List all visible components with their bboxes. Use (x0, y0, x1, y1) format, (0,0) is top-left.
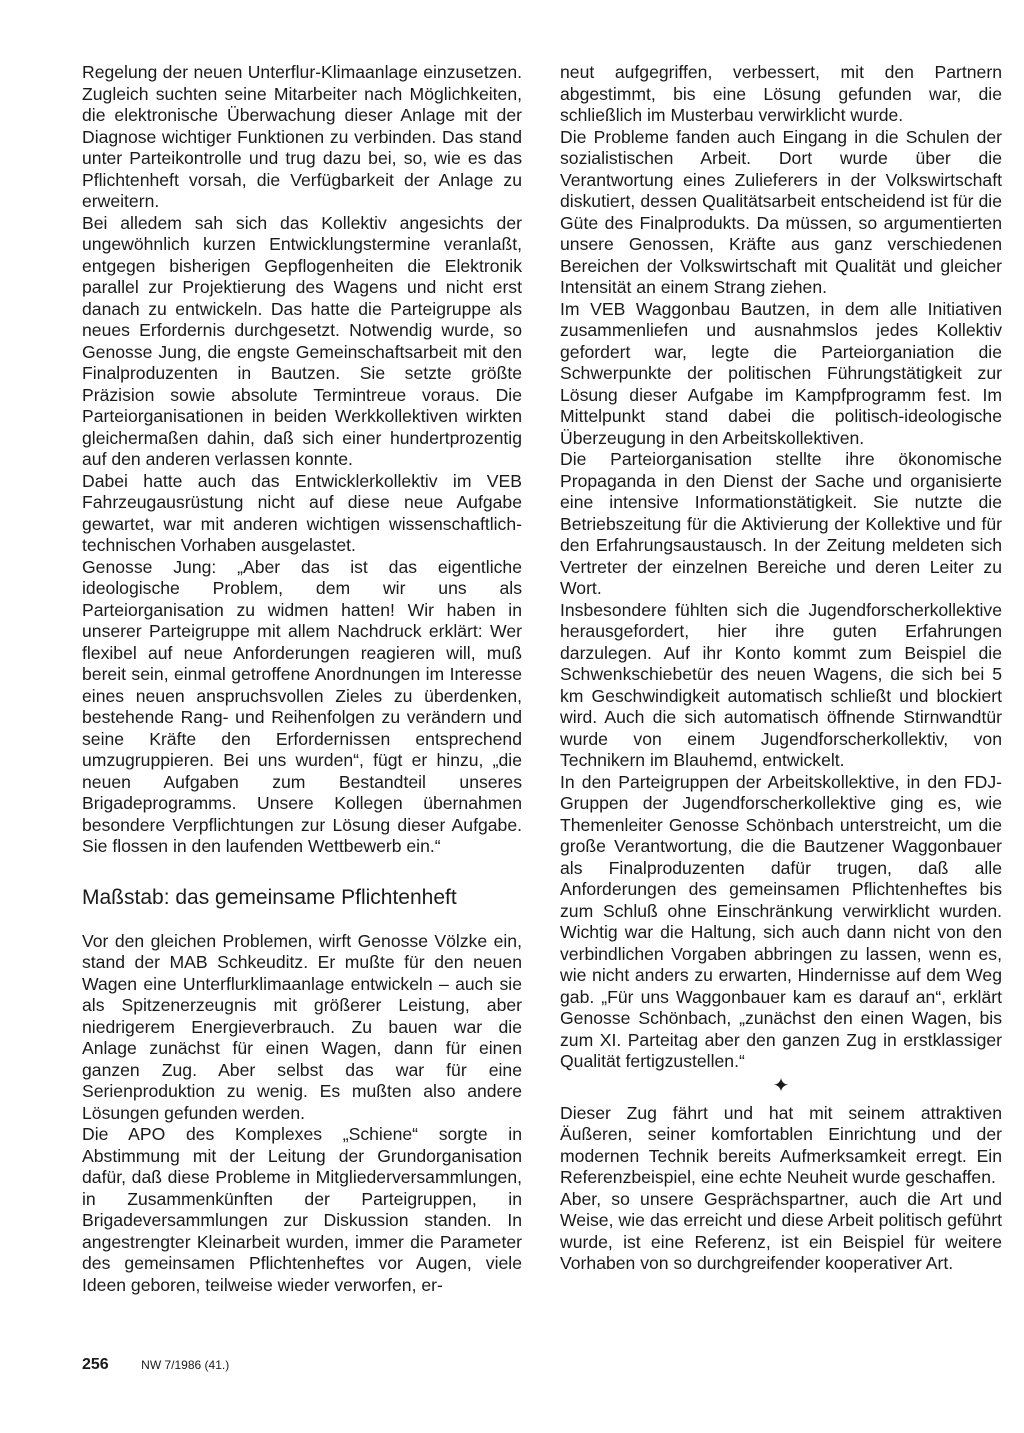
paragraph: Die Parteiorganisation stellte ihre ökonomische Propaganda in den Dienst der Sache und organisierte eine intensive Informationstätigkeit. Sie nutzte die Betriebszeitung für die Aktivierung der Kollektive und für den Erfahrungsaustausch. In der Zeitung meldeten sich Vertreter der einzelnen Bereiche und deren Leiter zu Wort. (560, 449, 1002, 598)
paragraph: Vor den gleichen Problemen, wirft Genosse Völzke ein, stand der MAB Schkeuditz. Er mußte für den neuen Wagen eine Unterflurklimaanlage entwickeln – auch sie als Spitzenerzeugnis mit größerer Leistung, aber niedrigerem Energieverbrauch. Zu bauen war die Anlage zunächst für einen Wagen, dann für einen ganzen Zug. Aber selbst das war für eine Serienproduktion zu wenig. Es mußten also andere Lösungen gefunden werden. (82, 930, 522, 1123)
paragraph: Die APO des Komplexes „Schiene“ sorgte in Abstimmung mit der Leitung der Grundorganisation dafür, daß diese Probleme in Mitgliederversammlungen, in Zusammenkünften der Parteigruppen, in Brigadeversammlungen zur Diskussion standen. In angestrengter Kleinarbeit wurden, immer die Parameter des gemeinsamen Pflichtenheftes vor Augen, viele Ideen geboren, teilweise wieder verworfen, er- (82, 1124, 522, 1295)
paragraph: Bei alledem sah sich das Kollektiv angesichts der ungewöhnlich kurzen Entwicklungstermine veranlaßt, entgegen bisherigen Gepflogenheiten die Elektronik parallel zur Projektierung des Wagens und nicht erst danach zu entwickeln. Das hatte die Parteigruppe als neues Erfordernis durchgesetzt. Notwendig wurde, so Genosse Jung, die engste Gemeinschaftsarbeit mit den Finalproduzenten in Bautzen. Sie setzte größte Präzision sowie absolute Termintreue voraus. Die Parteiorganisationen in beiden Werkkollektiven wirkten gleichermaßen dahin, daß sich einer hundertprozentig auf den anderen verlassen konnte. (82, 212, 522, 469)
page-footer (82, 1355, 229, 1375)
issue-reference: NW 7/1986 (41.) (141, 1358, 230, 1372)
paragraph: Genosse Jung: „Aber das ist das eigentliche ideologische Problem, dem wir uns als Parteiorganisation zu widmen hatten! Wir haben in unserer Parteigruppe mit allem Nachdruck erklärt: Wer flexibel auf neue Anforderungen reagieren will, muß bereit sein, einmal getroffene Anordnungen im Interesse eines neuen anspruchsvollen Zieles zu überdenken, bestehende Rang- und Reihenfolgen zu verändern und seine Kräfte den Erfordernissen entsprechend umzugruppieren. Bei uns wurden“, fügt er hinzu, „die neuen Aufgaben zum Bestandteil unseres Brigadeprogramms. Unsere Kollegen übernahmen besondere Verpflichtungen zur Lösung dieser Aufgabe. Sie flossen in den laufenden Wettbewerb ein.“ (82, 556, 522, 856)
paragraph: Regelung der neuen Unterflur-Klimaanlage einzusetzen. Zugleich suchten seine Mitarbeiter nach Möglichkeiten, die elektronische Überwachung dieser Anlage mit der Diagnose wichtiger Funktionen zu verbinden. Das stand unter Parteikontrolle und trug dazu bei, so, wie es das Pflichtenheft vorsah, die Verfügbarkeit der Anlage zu erweitern. (82, 62, 522, 211)
right-column (560, 62, 1002, 1275)
paragraph: neut aufgegriffen, verbessert, mit den Partnern abgestimmt, bis eine Lösung gefunden war, die schließlich im Musterbau verwirklicht wurde. (560, 62, 1002, 125)
paragraph: Insbesondere fühlten sich die Jugendforscherkollektive herausgefordert, hier ihre guten Erfahrungen darzulegen. Auf ihr Konto kommt zum Beispiel die Schwenkschiebetür des neuen Wagens, die sich bei 5 km Geschwindigkeit automatisch schließt und blockiert wird. Auch die sich automatisch öffnende Stirnwandtür wurde von einem Jugendforscherkollektiv, von Technikern im Blauhemd, entwickelt. (560, 599, 1002, 770)
star-ornament-icon: ✦ (772, 1074, 790, 1097)
paragraph: In den Parteigruppen der Arbeitskollektive, in den FDJ-Gruppen der Jugendforscherkollektive ging es, wie Themenleiter Genosse Schönbach unterstreicht, um die große Verantwortung, die die Bautzener Waggonbauer als Finalproduzenten dafür trugen, daß alle Anforderungen des gemeinsamen Pflichtenheftes bis zum Schluß ohne Einschränkung verwirklicht wurden. Wichtig war die Haltung, sich auch dann nicht von den verbindlichen Vorgaben abbringen zu lassen, wenn es, wie nicht anders zu erwarten, Hindernisse auf dem Weg gab. „Für uns Waggonbauer kam es darauf an“, erklärt Genosse Schönbach, „zunächst den einen Wagen, bis zum XI. Parteitag aber den ganzen Zug in erstklassiger Qualität fertigzustellen.“ (560, 771, 1002, 1071)
paragraph: Im VEB Waggonbau Bautzen, in dem alle Initiativen zusammenliefen und ausnahmslos jedes Kollektiv gefordert war, legte die Parteiorganiation die Schwerpunkte der politischen Führungstätigkeit zur Lösung dieser Aufgabe im Kampfprogramm fest. Im Mittelpunkt stand dabei die politisch-ideologische Überzeugung in den Arbeitskollektiven. (560, 298, 1002, 448)
section-heading: Maßstab: das gemeinsame Pflichtenheft (82, 885, 457, 909)
left-column (82, 62, 522, 1296)
paragraph: Dabei hatte auch das Entwicklerkollektiv im VEB Fahrzeugausrüstung nicht auf diese neue Aufgabe gewartet, war mit anderen wichtigen wissenschaftlich-technischen Vorhaben ausgelastet. (82, 470, 522, 555)
paragraph: Dieser Zug fährt und hat mit seinem attraktiven Äußeren, seiner komfortablen Einrichtung und der modernen Technik bereits Aufmerksamkeit erregt. Ein Referenzbeispiel, eine echte Neuheit wurde geschaffen. (560, 1102, 1002, 1187)
paragraph: Aber, so unsere Gesprächspartner, auch die Art und Weise, wie das erreicht und diese Arbeit politisch geführt wurde, ist eine Referenz, ist ein Beispiel für weitere Vorhaben von so durchgreifender kooperativer Art. (560, 1188, 1002, 1273)
paragraph: Die Probleme fanden auch Eingang in die Schulen der sozialistischen Arbeit. Dort wurde über die Verantwortung eines Zulieferers in der Volkswirtschaft diskutiert, dessen Qualitätsarbeit entscheidend ist für die Güte des Finalprodukts. Da müssen, so argumentierten unsere Genossen, Kräfte aus ganz verschiedenen Bereichen der Volkswirtschaft mit Qualität und gleicher Intensität an einem Strang ziehen. (560, 126, 1002, 297)
page-number: 256 (82, 1356, 109, 1373)
